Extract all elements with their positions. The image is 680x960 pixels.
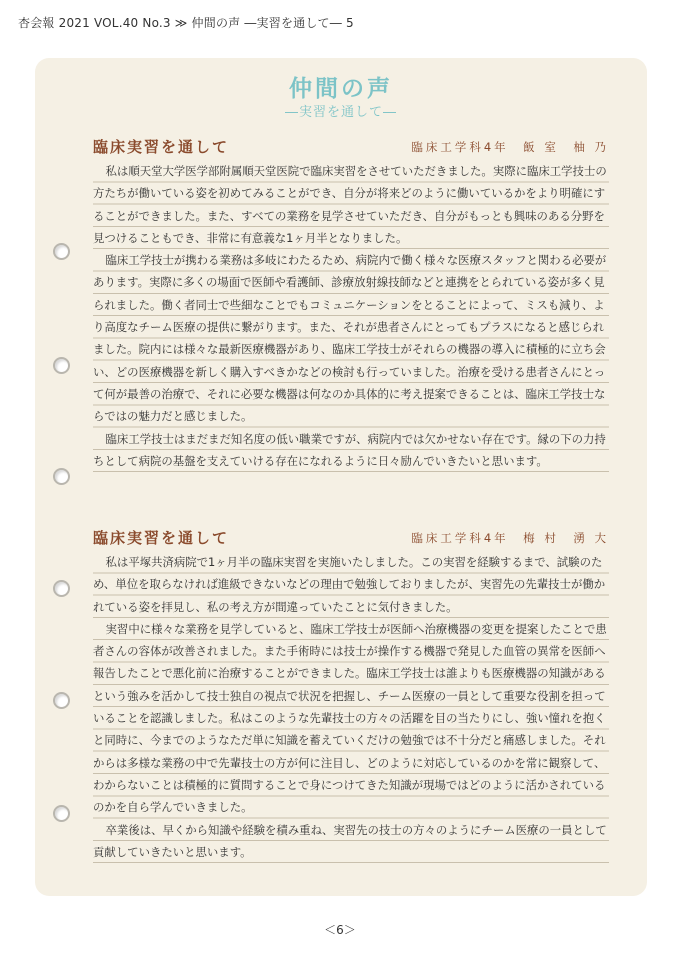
article-author: 臨床工学科4年 梅 村 湧 大 xyxy=(411,531,609,545)
binder-hole xyxy=(53,357,70,374)
binder-hole xyxy=(53,580,70,597)
paragraph: 臨床工学技士はまだまだ知名度の低い職業ですが、病院内では欠かせない存在です。縁の下の力持ちとして病院の基盤を支えていける存在になれるように日々励んでいきたいと思います。 xyxy=(93,431,606,468)
page-number: ＜6＞ xyxy=(324,923,356,937)
article-body xyxy=(93,160,609,472)
paragraph: 臨床工学技士が携わる業務は多岐にわたるため、病院内で働く様々な医療スタッフと関わる必要があります。実際に多くの場面で医師や看護師、診療放射線技師などと連携をとられている姿が多く見られました。働く者同士で些細なことでもコミュニケーションをとることによって、ミスも減り、より高度なチーム医療の提供に繋がります。また、それが患者さんにとってもプラスになると感じられました。院内には様々な最新医療機器があり、臨床工学技士がそれらの機器の導入に積極的に立ち会い、どの医療機器を新しく購入すべきかなどの検討も行っていました。治療を受ける患者さんにとって何が最善の治療で、それに必要な機器は何なのか具体的に考え提案できることは、臨床工学技士ならではの魅力だと感じました。 xyxy=(93,253,607,424)
binder-hole xyxy=(53,692,70,709)
paragraph: 実習中に様々な業務を見学していると、臨床工学技士が医師へ治療機器の変更を提案したことで患者さんの容体が改善されました。また手術時には技士が操作する機器で発見した血管の異常を医師へ報告したことで悪化前に治療することができました。臨床工学技士は誰よりも医療機器の知識があるという強みを活かして技士独自の視点で状況を把握し、チーム医療の一員として重要な役割を担っていることを認識しました。私はこのような先輩技士の方々の活躍を目の当たりにし、強い憧れを抱くと同時に、今までのようなただ単に知識を蓄えていくだけの勉強では不十分だと痛感しました。それからは多様な業務の中で先輩技士の方が何に注目し、どのように対応しているのかを常に観察して、わからないことは積極的に質問することで身につけてきた知識が現場ではどのように活かされているのかを自ら学んでいきました。 xyxy=(93,621,607,815)
page-title: 仲間の声 xyxy=(289,76,393,102)
binder-hole xyxy=(53,243,70,260)
page-subtitle: ―実習を通して― xyxy=(284,105,397,120)
binder-hole xyxy=(53,805,70,822)
paragraph: 卒業後は、早くから知識や経験を積み重ね、実習先の技士の方々のようにチーム医療の一員として貢献していきたいと思います。 xyxy=(93,822,607,859)
paragraph: 私は順天堂大学医学部附属順天堂医院で臨床実習をさせていただきました。実際に臨床工学技士の方たちが働いている姿を初めてみることができ、自分が将来どのように働いているかをより明確にすることができました。また、すべての業務を見学させていただき、自分がもっとも興味のある分野を見つけることもでき、非常に有意義な1ヶ月半となりました。 xyxy=(93,164,607,245)
article-title: 臨床実習を通して xyxy=(93,138,230,156)
paragraph: 私は平塚共済病院で1ヶ月半の臨床実習を実施いたしました。この実習を経験するまで、試験のため、単位を取らなければ進級できないなどの理由で勉強しておりましたが、実習先の先輩技士が働かれている姿を拝見し、私の考え方が間違っていたことに気付きました。 xyxy=(93,555,606,614)
article-author: 臨床工学科4年 飯 室 柚 乃 xyxy=(411,140,609,154)
binder-hole xyxy=(53,468,70,485)
article-1 xyxy=(93,136,609,472)
running-head: 杏会報 2021 VOL.40 No.3 ≫ 仲間の声 ―実習を通して― 5 xyxy=(18,16,354,30)
article-header xyxy=(93,136,609,158)
article-header xyxy=(93,527,609,549)
article-title: 臨床実習を通して xyxy=(93,529,230,547)
article-2 xyxy=(93,527,609,863)
article-body xyxy=(93,551,609,863)
